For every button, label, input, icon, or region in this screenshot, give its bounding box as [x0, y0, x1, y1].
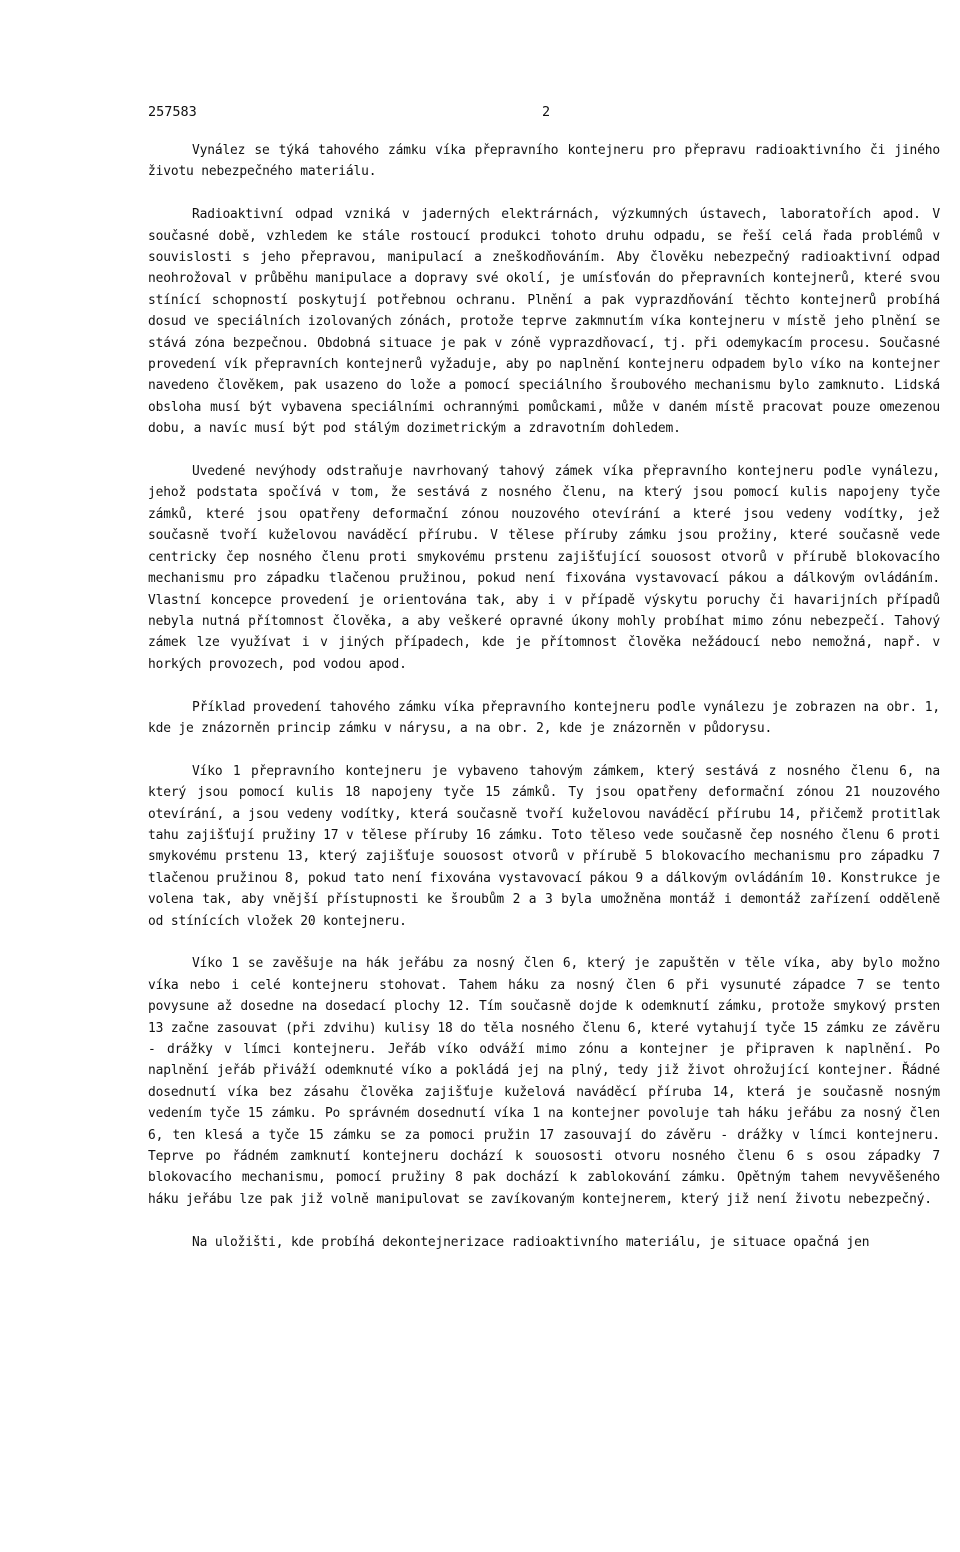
paragraph-4: Příklad provedení tahového zámku víka přepravního kontejneru podle vynálezu je zobrazen na obr. 1, kde je znázorněn princip zámku v nárysu, a na obr. 2, kde je znázorněn v půdorysu. — [148, 699, 940, 736]
paragraph-7: Na uložišti, kde probíhá dekontejnerizace radioaktivního materiálu, je situace opačná jen — [192, 1234, 870, 1250]
paragraph-5: Víko 1 přepravního kontejneru je vybaveno tahovým zámkem, který sestává z nosného členu 6, na který jsou pomocí kulis 18 napojeny tyče 15 zámků. Ty jsou opatřeny deformační zónou 21 nouzového otevírání, a jsou vedeny vodítky, která současně tvoří kuželovou naváděcí přírubu 14, přičemž protitlak tahu zajišťují pružiny 17 v tělese příruby 16 zámku. Toto těleso vede současně čep nosného členu 6 proti smykovému prstenu 13, který zajišťuje souosost otvorů v přírubě 5 blokovacího mechanismu pro západku 7 tlačenou pružinou 8, pokud tato není fixována vystavovací pákou 9 a dálkovým ovládáním 10. Konstrukce je volena tak, aby vnější přístupnosti ke šroubům 2 a 3 byla umožněna montáž i demontáž zařízení odděleně od stínících vložek 20 kontejneru. — [148, 763, 940, 929]
page-number: 2 — [542, 104, 551, 120]
page-header — [148, 104, 568, 124]
paragraph-3: Uvedené nevýhody odstraňuje navrhovaný tahový zámek víka přepravního kontejneru podle vynálezu, jehož podstata spočívá v tom, že sestává z nosného členu, na který jsou pomocí kulis napojeny tyče zámků, které jsou opatřeny deformační zónou nouzového otevírání a které jsou vedeny vodítky, jež současně tvoří kuželovou naváděcí přírubu. V tělese příruby zámku jsou prožiny, které současně vede centricky čep nosného členu proti smykovému prstenu zajišťující souosost otvorů v přírubě blokovacího mechanismu pro západku tlačenou pružinou, pokud není fixována vystavovací pákou a dálkovým ovládáním. Vlastní koncepce provedení je orientována tak, aby i v případě výskytu poruchy či havarijních případů nebyla nutná přítomnost člověka, a aby veškeré opravné úkony mohly probíhat mimo zónu nebezpečí. Tahový zámek lze využívat i v jiných případech, kde je přítomnost člověka nežádoucí nebo nemožná, např. v horkých provozech, pod vodou apod. — [148, 464, 940, 672]
paragraph-2: Radioaktivní odpad vzniká v jaderných elektrárnách, výzkumných ústavech, laboratořích apod. V současné době, vzhledem ke stále rostoucí produkci tohoto druhu odpadu, se řeší celá řada problémů v souvislosti s jeho přepravou, manipulací a zneškodňováním. Aby člověku nebezpečný radioaktivní odpad neohrožoval v průběhu manipulace a dopravy své okolí, je umísťován do přepravních kontejnerů, které svou stínící schopností poskytují potřebnou ochranu. Plnění a pak vyprazdňování těchto kontejnerů probíhá dosud ve speciálních izolovaných zónách, protože teprve zakmnutím víka kontejneru v místě jeho plnění se stává zóna bezpečnou. Obdobná situace je pak v zóně vyprazdňovací, tj. při odemykacím procesu. Současné provedení vík přepravních kontejnerů vyžaduje, aby po naplnění kontejneru odpadem bylo víko na kontejner navedeno člověkem, pak usazeno do lože a pomocí speciálního šroubového mechanismu bylo zamknuto. Lidská obsloha musí být vybavena speciálními ochrannými pomůckami, může v daném místě pracovat pouze omezenou dobu, a navíc musí být pod stálým dozimetrickým a zdravotním dohledem. — [148, 207, 940, 437]
body-text — [148, 140, 940, 1253]
paragraph-6: Víko 1 se zavěšuje na hák jeřábu za nosný člen 6, který je zapuštěn v těle víka, aby bylo možno víka nebo i celé kontejneru stohovat. Tahem háku za nosný člen 6 při vysunuté západce 7 se tento povysune až dosedne na dosedací plochy 12. Tím současně dojde k odemknutí zámku, protože smykový prsten 13 začne zasouvat (při zdvihu) kulisy 18 do těla nosného členu 6, které vytahují tyče 15 zámku ze závěru - drážky v límci kontejneru. Jeřáb víko odváží mimo zónu a kontejner je připraven k naplnění. Po naplnění jeřáb přiváží odemknuté víko a pokládá jej na plný, tedy již život ohrožující kontejner. Řádné dosednutí víka bez zásahu člověka zajišťuje kuželová naváděcí příruba 14, která je současně nosným vedením tyče 15 zámku. Po správném dosednutí víka 1 na kontejner povoluje tah háku jeřábu za nosný člen 6, ten klesá a tyče 15 zámku se za pomoci pružin 17 zasouvají do závěru - drážky v límci kontejneru. Teprve po řádném zamknutí kontejneru dochází k souososti otvoru nosného členu 6 s osou západky 7 blokovacího mechanismu, pomocí pružiny 8 pak dochází k zablokování zámku. Opětným tahem nevyvěšeného háku jeřábu lze pak již volně manipulovat se zavíkovaným kontejnerem, který již není životu nebezpečný. — [148, 956, 940, 1207]
paragraph-1: Vynález se týká tahového zámku víka přepravního kontejneru pro přepravu radioaktivního či jiného životu nebezpečného materiálu. — [148, 143, 940, 180]
document-number: 257583 — [148, 104, 197, 120]
